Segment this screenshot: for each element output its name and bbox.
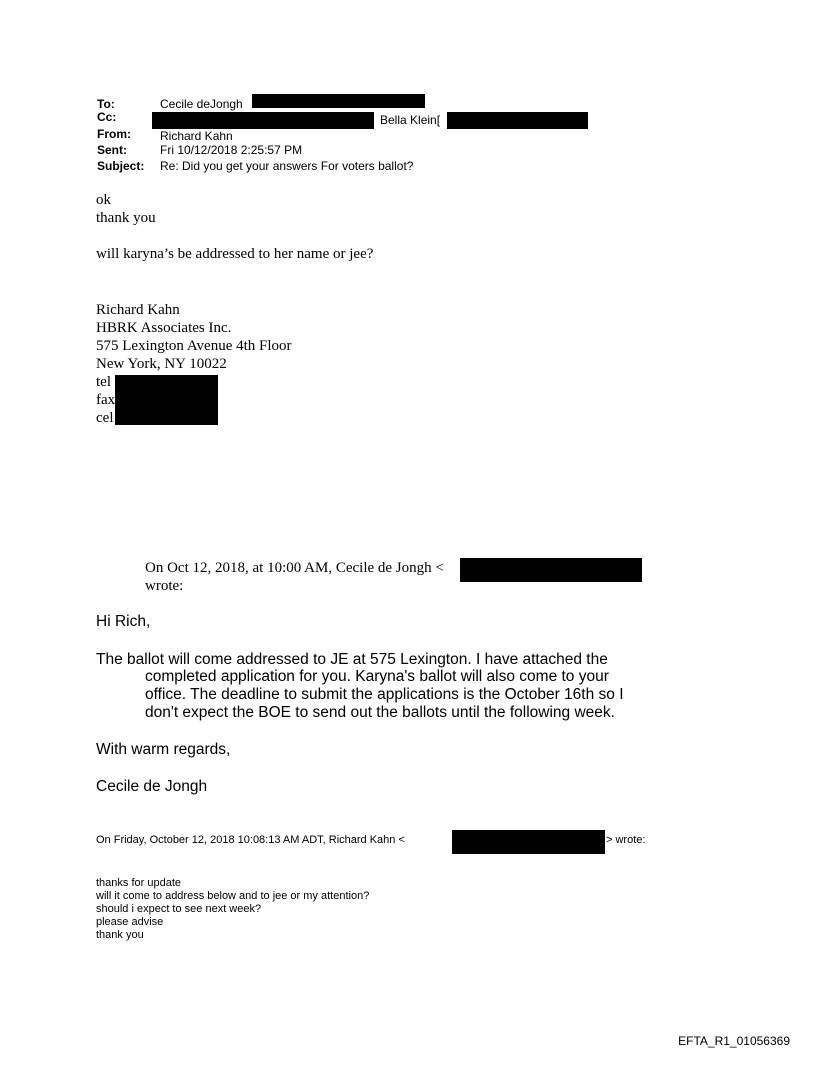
quote1-intro-line-2: wrote: <box>145 578 184 594</box>
signature-name: Richard Kahn <box>96 302 180 318</box>
sent-value: Fri 10/12/2018 2:25:57 PM <box>160 143 303 157</box>
document-id: EFTA_R1_01056369 <box>678 1034 790 1048</box>
quote2-intro-prefix: On Friday, October 12, 2018 10:08:13 AM ADT, Richard Kahn < <box>96 834 405 846</box>
signature-address-2: New York, NY 10022 <box>96 356 227 372</box>
quote2-line-5: thank you <box>96 929 144 941</box>
quote1-closing: With warm regards, <box>96 741 231 758</box>
quote1-para-line-1: The ballot will come addressed to JE at 575 Lexington. I have attached the <box>96 651 608 668</box>
signature-address-1: 575 Lexington Avenue 4th Floor <box>96 338 292 354</box>
signature-cell-label: cel <box>96 410 114 426</box>
to-label: To: <box>97 97 115 111</box>
from-value: Richard Kahn <box>160 129 233 143</box>
reply-question: will karyna’s be addressed to her name or jee? <box>96 246 374 262</box>
to-value: Cecile deJongh <box>160 97 243 111</box>
redaction-kahn-email <box>452 830 605 854</box>
quote1-greeting: Hi Rich, <box>96 613 151 630</box>
reply-line-1: ok <box>96 192 111 208</box>
quote1-para-line-3: office. The deadline to submit the applications is the October 16th so I <box>145 686 624 703</box>
cc-value: Bella Klein[ <box>380 113 441 127</box>
quote2-line-1: thanks for update <box>96 877 182 889</box>
redaction-to-email <box>252 94 425 108</box>
quote2-line-2: will it come to address below and to jee or my attention? <box>96 890 370 902</box>
from-label: From: <box>97 127 131 141</box>
reply-line-2: thank you <box>96 210 156 226</box>
redaction-cc-email <box>447 112 588 129</box>
quote1-para-line-2: completed application for you. Karyna's ballot will also come to your <box>145 668 609 685</box>
sent-label: Sent: <box>97 143 127 157</box>
quote1-sender: Cecile de Jongh <box>96 778 208 795</box>
quote2-line-3: should i expect to see next week? <box>96 903 262 915</box>
subject-label: Subject: <box>97 159 145 173</box>
redaction-phone-numbers <box>115 375 218 425</box>
redaction-cc-list <box>152 112 374 129</box>
quote1-intro-line-1: On Oct 12, 2018, at 10:00 AM, Cecile de Jongh < <box>145 560 444 576</box>
quote2-intro-suffix: > wrote: <box>606 834 646 846</box>
signature-company: HBRK Associates Inc. <box>96 320 232 336</box>
quote2-line-4: please advise <box>96 916 164 928</box>
signature-tel-label: tel <box>96 374 111 390</box>
redaction-sender-email <box>460 558 642 582</box>
quote1-para-line-4: don't expect the BOE to send out the ballots until the following week. <box>145 704 615 721</box>
signature-fax-label: fax <box>96 392 116 408</box>
cc-label: Cc: <box>97 110 117 124</box>
subject-value: Re: Did you get your answers For voters ballot? <box>160 159 414 173</box>
